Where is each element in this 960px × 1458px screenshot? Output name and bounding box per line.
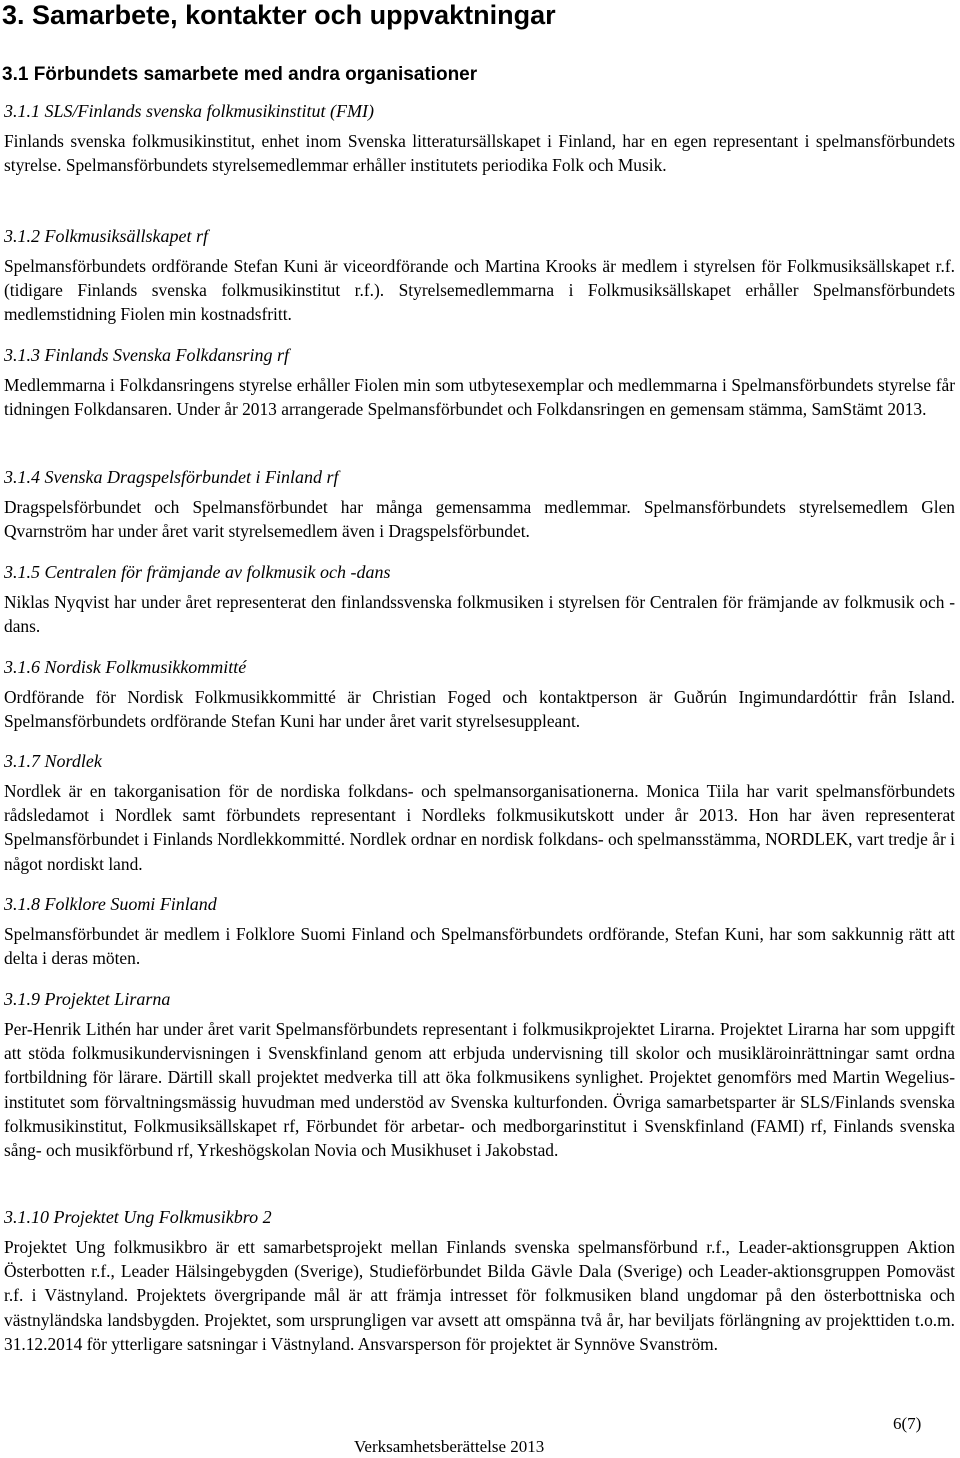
subsection-number: 3.1.10 [4,1207,49,1227]
page-number: 6(7) [893,1414,922,1433]
subsection-number: 3.1.8 [4,894,40,914]
subsection-number: 3.1.5 [4,562,40,582]
subsection-title: Folklore Suomi Finland [44,894,217,914]
subsection-3-1-7 [4,750,955,876]
subsection-body: Ordförande för Nordisk Folkmusikkommitté är Christian Foged och kontaktperson är Guðrún Ingimundardóttir från Island. Spelmansförbundets ordförande Stefan Kuni har under året varit styrelsesuppleant. [4,687,955,732]
subsection-3-1-10 [4,1206,955,1356]
subsection-body: Spelmansförbundet är medlem i Folklore Suomi Finland och Spelmansförbundets ordförande, Stefan Kuni, har som sakkunnig rätt att delta i deras möten. [4,924,955,969]
subsection-title: SLS/Finlands svenska folkmusikinstitut (FMI) [44,101,374,121]
chapter-heading: 3. Samarbete, kontakter och uppvaktningar [2,0,556,30]
subsection-heading [4,466,955,488]
subsection-heading [4,100,955,122]
subsection-body: Finlands svenska folkmusikinstitut, enhet inom Svenska litteratursällskapet i Finland, har en egen representant i spelmansförbundets styrelse. Spelmansförbundets styrelsemedlemmar erhåller institutets periodika Folk och Musik. [4,131,955,176]
subsection-heading [4,225,955,247]
subsection-heading [4,656,955,678]
subsection-title: Nordisk Folkmusikkommitté [44,657,247,677]
subsection-heading [4,561,955,583]
subsection-title: Projektet Ung Folkmusikbro 2 [53,1207,272,1227]
subsection-heading [4,988,955,1010]
subsection-3-1-6 [4,656,955,733]
subsection-number: 3.1.3 [4,345,40,365]
subsection-3-1-9 [4,988,955,1162]
subsection-title: Svenska Dragspelsförbundet i Finland rf [44,467,339,487]
subsection-3-1-8 [4,893,955,970]
subsection-heading [4,893,955,915]
subsection-3-1-5 [4,561,955,638]
subsection-title: Projektet Lirarna [44,989,171,1009]
subsection-3-1-2 [4,225,955,327]
subsection-number: 3.1.7 [4,751,40,771]
subsection-heading [4,1206,955,1228]
subsection-number: 3.1.4 [4,467,40,487]
subsection-body: Nordlek är en takorganisation för de nordiska folkdans- och spelmansorganisationerna. Monica Tiila har varit spelmansförbundets rådsledamot i Nordlek samt förbundets representant i Nordleks folkmusikutskott under år 2013. Hon har även representerat Spelmansförbundet i Finlands Nordlekkommitté. Nordlek ordnar en nordisk folkdans- och spelmansstämma, NORDLEK, vart tredje år i något nordiskt land. [4,781,955,874]
subsection-title: Finlands Svenska Folkdansring rf [44,345,289,365]
subsection-body: Per-Henrik Lithén har under året varit Spelmansförbundets representant i folkmusikprojektet Lirarna. Projektet Lirarna har som uppgift att stöda folkmusikundervisningen i Svenskfinland genom att erbjuda undervisning till skolor och musikläroinrättningar samt ordna fortbildning för lärare. Därtill skall projektet medverka till att öka folkmusikens synlighet. Projektet genomförs med Martin Wegelius-institutet som förvaltningsmässig huvudman med understöd av Svenska kulturfonden. Övriga samarbetsparter är SLS/Finlands svenska folkmusikinstitut, Folkmusiksällskapet rf, Förbundet för arbetar- och medborgarinstitut i Svenskfinland (FAMI) rf, Finlands svenska sång- och musikförbund rf, Yrkeshögskolan Novia och Musikhuset i Jakobstad. [4,1019,955,1161]
subsection-number: 3.1.9 [4,989,40,1009]
subsection-body: Projektet Ung folkmusikbro är ett samarbetsprojekt mellan Finlands svenska spelmansförbund r.f., Leader-aktionsgruppen Aktion Österbotten r.f., Leader Hälsingebygden (Sverige), Studieförbundet Bilda Gävle Dala (Sverige) och Leader-aktionsgruppen Pomoväst r.f. i Västnyland. Projektets övergripande mål är att främja intresset för folkmusiken bland ungdomar på den österbottniska och västnyländska landsbygden. Projektet, som ursprungligen var avsett att omspänna två år, har beviljats förlängning av projekttiden t.o.m. 31.12.2014 för ytterligare satsningar i Västnyland. Ansvarsperson för projektet är Synnöve Svanström. [4,1237,955,1354]
footer-document-title: Verksamhetsberättelse 2013 [354,1437,545,1456]
subsection-title: Centralen för främjande av folkmusik och -dans [44,562,391,582]
subsection-title: Folkmusiksällskapet rf [44,226,208,246]
subsection-body: Dragspelsförbundet och Spelmansförbundet har många gemensamma medlemmar. Spelmansförbundets styrelsemedlem Glen Qvarnström har under året varit styrelsemedlem även i Dragspelsförbundet. [4,497,955,542]
subsection-3-1-4 [4,466,955,543]
subsection-3-1-3 [4,344,955,421]
subsection-3-1-1 [4,100,955,177]
subsection-number: 3.1.6 [4,657,40,677]
subsection-body: Medlemmarna i Folkdansringens styrelse erhåller Fiolen min som utbytesexemplar och medlemmarna i Spelmansförbundets styrelse får tidningen Folkdansaren. Under år 2013 arrangerade Spelmansförbundet och Folkdansringen en gemensam stämma, SamStämt 2013. [4,375,955,420]
subsection-body: Niklas Nyqvist har under året representerat den finlandssvenska folkmusiken i styrelsen för Centralen för främjande av folkmusik och -dans. [4,592,955,637]
section-heading: 3.1 Förbundets samarbete med andra organisationer [2,64,478,85]
subsection-number: 3.1.1 [4,101,40,121]
subsection-heading [4,750,955,772]
subsection-body: Spelmansförbundets ordförande Stefan Kuni är viceordförande och Martina Krooks är medlem i styrelsen för Folkmusiksällskapet r.f. (tidigare Finlands svenska folkmusikinstitut r.f.). Styrelsemedlemmarna i Folkmusiksällskapet erhåller Spelmansförbundets medlemstidning Fiolen min kostnadsfritt. [4,256,955,325]
subsection-heading [4,344,955,366]
subsection-number: 3.1.2 [4,226,40,246]
subsection-title: Nordlek [44,751,102,771]
